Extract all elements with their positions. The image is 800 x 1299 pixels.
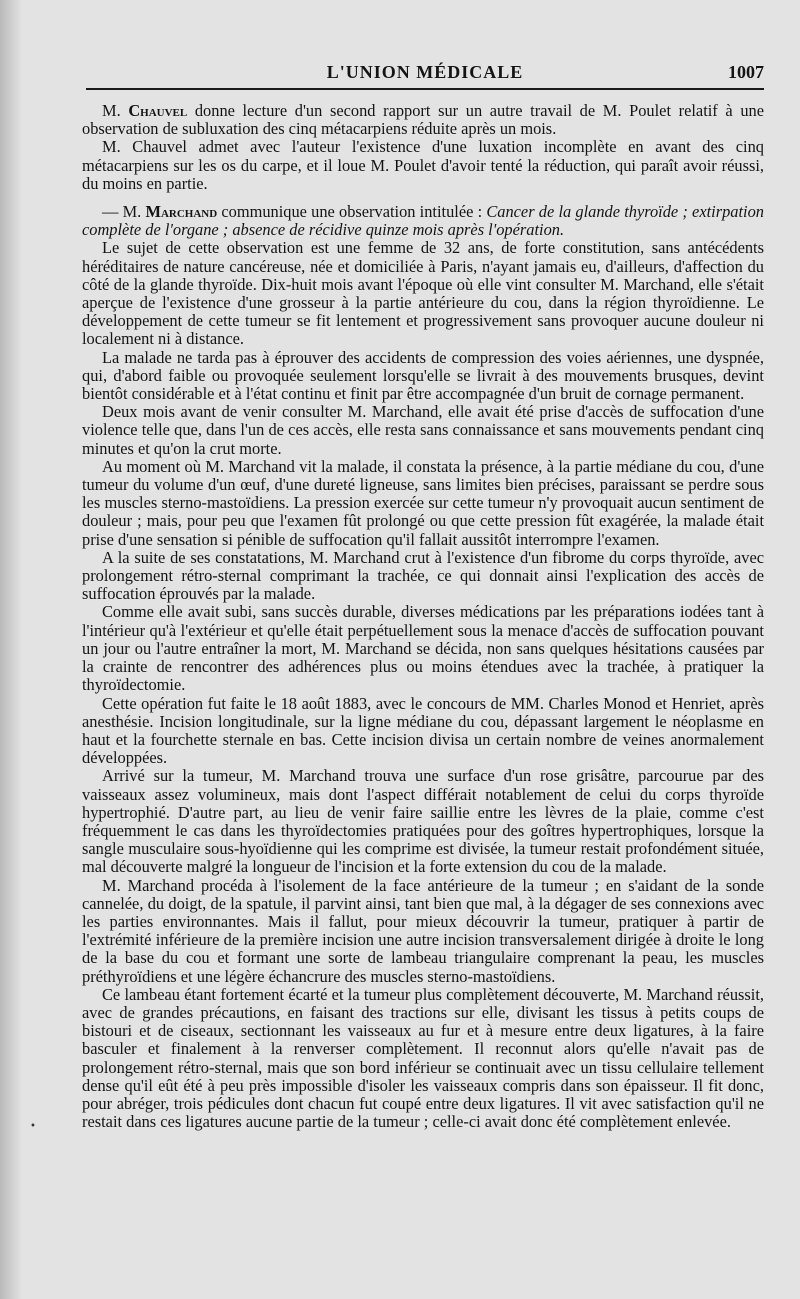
paragraph-text: communique une observation intitulée : bbox=[217, 202, 487, 222]
paragraph-suffocation: Deux mois avant de venir consulter M. Marchand, elle avait été prise d'accès de suffocation d'une violence telle que, dans l'un de ces accès, elle resta sans connaissance et sans mouvements pendant cinq minutes et qu'on la crut morte. bbox=[82, 402, 764, 458]
paragraph-chauvel-opinion: M. Chauvel admet avec l'auteur l'existence d'une luxation incomplète en avant des cinq métacarpiens sur les os du carpe, et il loue M. Poulet d'avoir tenté la réduction, qui paraît avoir réussi, du moins en partie. bbox=[82, 137, 764, 193]
margin-dot: • bbox=[30, 1121, 36, 1132]
running-head bbox=[86, 62, 764, 90]
author-name-marchand: Marchand bbox=[145, 202, 218, 222]
article-body bbox=[82, 102, 764, 1131]
paragraph-operation: Cette opération fut faite le 18 août 1883, avec le concours de MM. Charles Monod et Henriet, après anesthésie. Incision longitudinale, sur la ligne médiane du cou, dépassant largement le néoplasme en haut et la fourchette sternale en bas. Cette incision divisa un certain nombre de veines anormalement développées. bbox=[82, 693, 764, 768]
observation-title: Cancer de la glande thyroïde ; extirpation complète de l'organe ; absence de récidive quinze mois après l'opération. bbox=[82, 202, 764, 240]
paragraph-tumor-surface: Arrivé sur la tumeur, M. Marchand trouva une surface d'un rose grisâtre, parcourue par des vaisseaux assez volumineux, mais dont l'aspect différait notablement de celui du corps thyroïde hypertrophié. D'autre part, au lieu de venir faire saillie entre les lèvres de la plaie, comme c'est fréquemment le cas dans les thyroïdectomies pratiquées pour des goîtres hypertrophiques, lorsque la sangle musculaire sous-hyoïdienne qui les comprime est divisée, la tumeur restait profondément située, mal découverte malgré la longueur de l'incision et la forte extension du cou de la malade. bbox=[82, 766, 764, 877]
paragraph-dyspnea: La malade ne tarda pas à éprouver des accidents de compression des voies aériennes, une dyspnée, qui, d'abord faible ou provoquée seulement lorsqu'elle se livrait à des mouvements brusques, devint bientôt considérable et à l'état continu et finit par être accompagnée d'un bruit de cornage permanent. bbox=[82, 347, 764, 404]
paragraph-decision: Comme elle avait subi, sans succès durable, diverses médications par les préparations iodées tant à l'intérieur qu'à l'extérieur et qu'elle était perpétuellement sous la menace d'accès de suffocation pouvant un jour ou l'autre entraîner la mort, M. Marchand se décida, non sans quelques hésitations causées par la crainte de rencontrer des adhérences plus ou moins étendues avec la trachée, à pratiquer la thyroïdectomie. bbox=[82, 602, 764, 695]
paragraph-prefix: — M. bbox=[102, 202, 146, 222]
paragraph-case-subject: Le sujet de cette observation est une femme de 32 ans, de forte constitution, sans antécédents héréditaires de nature cancéreuse, née et domiciliée à Paris, n'ayant jamais eu, d'ailleurs, d'affection du côté de la glande thyroïde. Dix-huit mois avant l'époque où elle vint consulter M. Marchand, elle s'était aperçue de l'existence d'une grosseur à la partie antérieure du cou, dans la région thyroïdienne. Le développement de cette tumeur se fit lentement et progressivement sans provoquer aucune douleur ni localement ni à distance. bbox=[82, 238, 764, 349]
paragraph-marchand-title bbox=[82, 203, 764, 239]
paragraph-chauvel-report bbox=[82, 102, 764, 138]
paragraph-examination: Au moment où M. Marchand vit la malade, il constata la présence, à la partie médiane du cou, d'une tumeur du volume d'un œuf, d'une dureté ligneuse, sans limites bien précises, paraissant se perdre sous les muscles sterno-mastoïdiens. La pression exercée sur cette tumeur n'y provoquait aucun sentiment de douleur ; mais, pour peu que l'examen fût prolongé ou que cette pression fût exagérée, la malade était prise d'une sensation si pénible de suffocation qu'il fallait aussitôt interrompre l'examen. bbox=[82, 456, 764, 549]
author-name-chauvel: Chauvel bbox=[128, 101, 188, 120]
paragraph-prefix: M. bbox=[102, 101, 129, 120]
paragraph-text: donne lecture d'un second rapport sur un autre travail de M. Poulet relatif à une observation de subluxation des cinq métacarpiens réduite après un mois. bbox=[82, 101, 764, 139]
journal-title: L'UNION MÉDICALE bbox=[326, 62, 524, 82]
paragraph-diagnosis: A la suite de ses constatations, M. Marchand crut à l'existence d'un fibrome du corps thyroïde, avec prolongement rétro-sternal comprimant la trachée, ce qui donnait ainsi l'explication des accès de suffocation éprouvés par la malade. bbox=[82, 547, 764, 604]
page-gutter-shadow bbox=[0, 0, 22, 1299]
paragraph-isolation: M. Marchand procéda à l'isolement de la face antérieure de la tumeur ; en s'aidant de la sonde cannelée, du doigt, de la spatule, il parvint ainsi, tant bien que mal, à la dégager de ses connexions avec les parties environnantes. Mais il fallut, pour mieux découvrir la tumeur, pratiquer à partir de l'extrémité inférieure de la première incision une autre incision transversalement dirigée à droite le long de la base du cou et formant une sorte de lambeau triangulaire comprenant la peau, les muscles préthyroïdiens et une légère échancrure des muscles sterno-mastoïdiens. bbox=[82, 875, 764, 986]
paragraph-removal: Ce lambeau étant fortement écarté et la tumeur plus complètement découverte, M. Marchand réussit, avec de grandes précautions, en faisant des tractions sur elle, divisant les tissus à petits coups de bistouri et de ciseaux, sectionnant les vaisseaux au fur et à mesure entre deux ligatures, à la faire basculer et finalement à la renverser complètement. Il reconnut alors qu'elle n'avait pas de prolongement rétro-sternal, mais que son bord inférieur se continuait avec un tissu cellulaire tellement dense qu'il eût été à peu près impossible d'isoler les vaisseaux compris dans son épaisseur. Il fit donc, pour abréger, trois pédicules dont chacun fut coupé entre deux ligatures. Il vit avec satisfaction qu'il ne restait dans ces ligatures aucune partie de la tumeur ; celle-ci avait donc été complètement enlevée. bbox=[82, 984, 764, 1132]
page-number: 1007 bbox=[728, 62, 764, 82]
